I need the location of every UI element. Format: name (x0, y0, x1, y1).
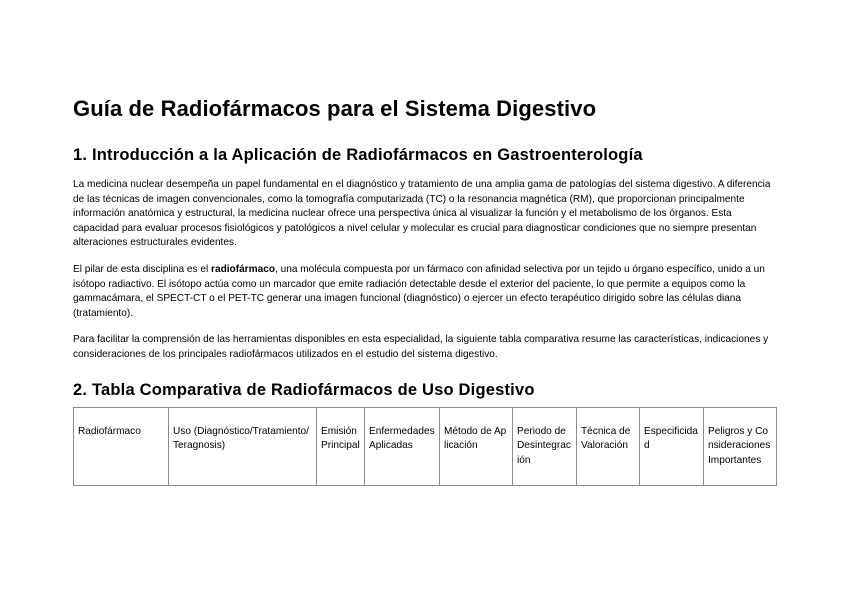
radiopharmaceutical-comparison-table (73, 407, 777, 487)
intro-paragraph-3: Para facilitar la comprensión de las herramientas disponibles en esta especialidad, la siguiente tabla comparativa resume las características, indicaciones y consideraciones de los principales radiofármacos utilizados en el estudio del sistema digestivo. (73, 334, 769, 360)
document-title: Guía de Radiofármacos para el Sistema Digestivo (73, 96, 597, 121)
paragraph-2-text-start: El pilar de esta disciplina es el (73, 263, 212, 275)
table-header-row (74, 407, 777, 486)
section-heading-table: 2. Tabla Comparativa de Radiofármacos de Uso Digestivo (73, 380, 535, 399)
table-header-cell: Radiofármaco (74, 407, 169, 486)
table-header-cell: Técnica de Valoración (577, 407, 640, 486)
section-heading-intro: 1. Introducción a la Aplicación de Radiofármacos en Gastroenterología (73, 146, 643, 164)
document-page (73, 94, 776, 486)
intro-paragraph-2 (73, 263, 776, 321)
table-header-cell: Enfermedades Aplicadas (365, 407, 440, 486)
paragraph-2-text-end: , una molécula compuesta por un fármaco con afinidad selectiva por un tejido u órgano específico, unido a un isótopo radiactivo. El isótopo actúa como un marcador que emite radiación detectable desde el exterior del paciente, lo que permite a equipos como la gammacámara, el SPECT-CT o el PET-TC generar una imagen funcional (diagnóstico) o ejercer un efecto terapéutico dirigido sobre las células diana (tratamiento). (73, 263, 765, 319)
table-header-cell: Periodo de Desintegración (513, 407, 577, 486)
table-header-cell: Peligros y Consideraciones Importantes (704, 407, 777, 486)
table-header-cell: Método de Aplicación (440, 407, 513, 486)
intro-paragraph-1: La medicina nuclear desempeña un papel fundamental en el diagnóstico y tratamiento de una amplia gama de patologías del sistema digestivo. A diferencia de las técnicas de imagen convencionales, como la tomografía computarizada (TC) o la resonancia magnética (RM), que proporcionan principalmente información anatómica y estructural, la medicina nuclear ofrece una perspectiva única al visualizar la función y el metabolismo de los órganos. Esta capacidad para evaluar procesos fisiológicos y patológicos a nivel celular y molecular es crucial para diagnosticar condiciones que no siempre presentan alteraciones estructurales evidentes. (73, 179, 771, 249)
table-header-cell: Emisión Principal (317, 407, 365, 486)
table-header-cell: Uso (Diagnóstico/Tratamiento/Teragnosis) (169, 407, 317, 486)
radiofarmaco-term: radiofármaco (211, 263, 275, 275)
table-header-cell: Especificidad (640, 407, 704, 486)
